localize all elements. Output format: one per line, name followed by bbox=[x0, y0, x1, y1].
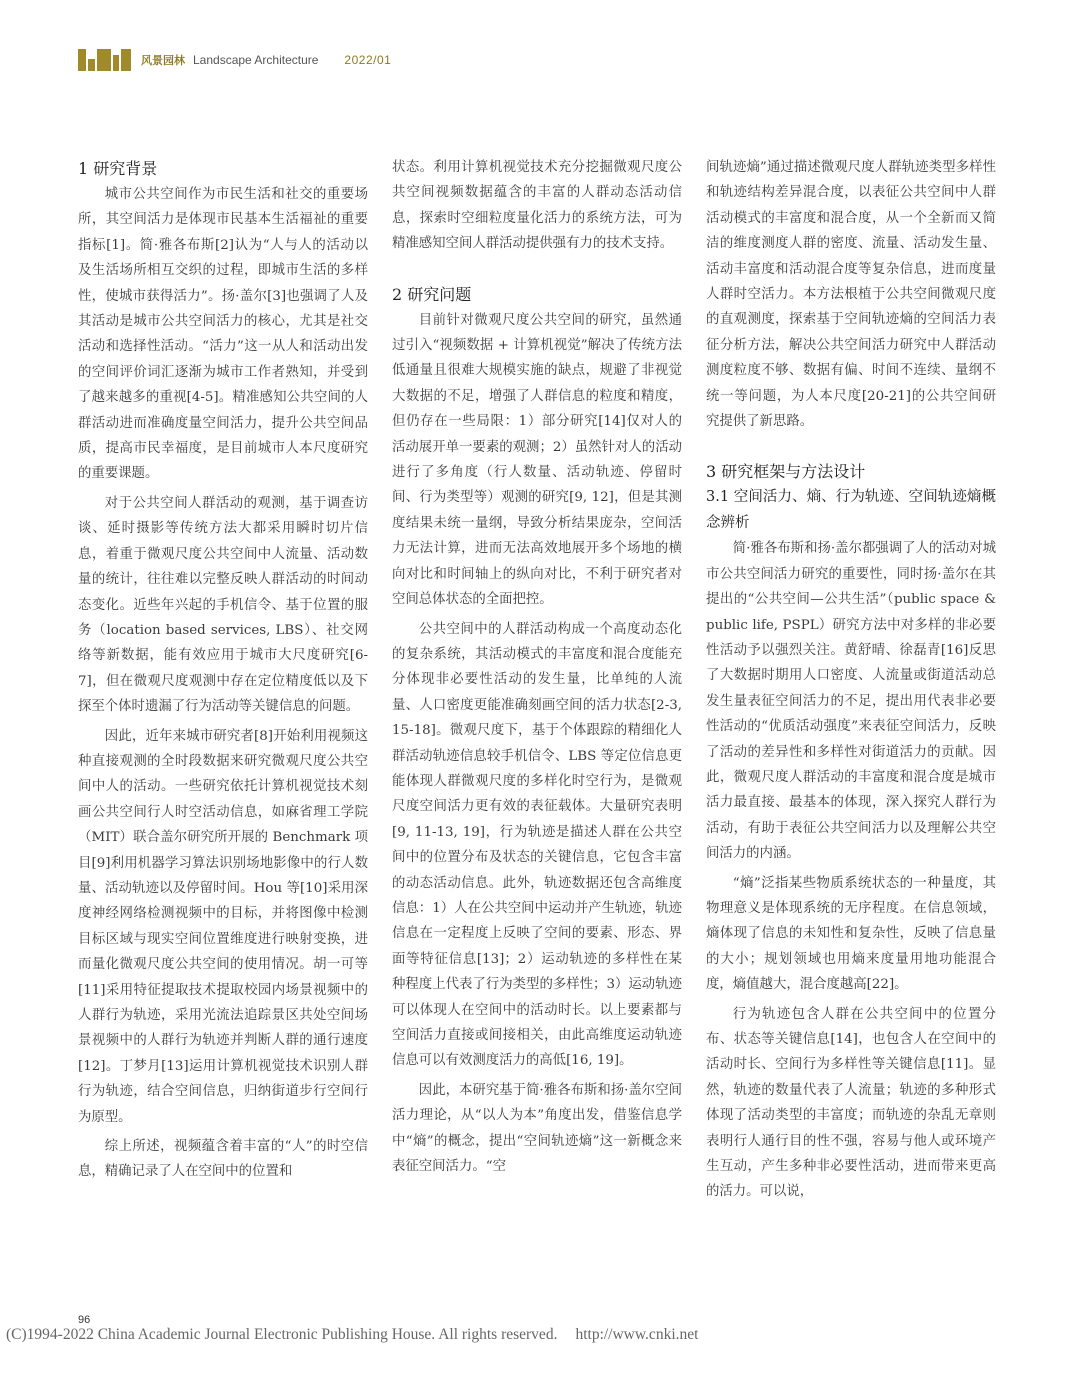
paragraph: 目前针对微观尺度公共空间的研究，虽然通过引入“视频数据 + 计算机视觉”解决了传统方法低通量且很难大规模实施的缺点，规避了非视觉大数据的不足，增强了人群信息的粒度和精度，但仍存在一些局限：1）部分研究[14]仅对人的活动展开单一要素的观测；2）虽然针对人的活动进行了多角度（行人数量、活动轨迹、停留时间、行为类型等）观测的研究[9, 12]，但是其测度结果未统一量纲，导致分析结果庞杂，空间活力无法计算，进而无法高效地展开多个场地的横向对比和时间轴上的纵向对比，不利于研究者对空间总体状态的全面把控。 bbox=[392, 312, 682, 608]
paragraph: 对于公共空间人群活动的观测，基于调查访谈、延时摄影等传统方法大都采用瞬时切片信息，着重于微观尺度公共空间中人流量、活动数量的统计，往往难以完整反映人群活动的时间动态变化。近些年兴起的手机信令、基于位置的服务（location based services, LBS）、社交网络等新数据，能有效应用于城市大尺度研究[6-7]，但在微观尺度观测中存在定位精度低以及下探至个体时遗漏了行为活动等关键信息的问题。 bbox=[78, 495, 368, 715]
paragraph: “熵”泛指某些物质系统状态的一种量度，其物理意义是体现系统的无序程度。在信息领域，熵体现了信息的未知性和复杂性，反映了信息量的大小；规划领域也用熵来度量用地功能混合度，熵值越大，混合度越高[22]。 bbox=[706, 875, 996, 993]
section-heading-1: 1 研究背景 bbox=[78, 159, 158, 178]
paragraph: 简·雅各布斯和扬·盖尔都强调了人的活动对城市公共空间活力研究的重要性，同时扬·盖尔在其提出的“公共空间—公共生活”（public space & public life, PSPL）研究方法中对多样的非必要性活动予以强烈关注。黄舒晴、徐磊青[16]反思了大数据时期用人口密度、人流量或街道活动总发生量表征空间活力的不足，提出用代表非必要性活动的“优质活动强度”来表征空间活力，反映了活动的差异性和多样性对街道活力的贡献。因此，微观尺度人群活动的丰富度和混合度是城市活力最直接、最基本的体现，深入探究人群行为活动，有助于表征公共空间活力以及理解公共空间活力的内涵。 bbox=[706, 541, 996, 862]
cnki-url: http://www.cnki.net bbox=[575, 1326, 699, 1343]
journal-name-en: Landscape Architecture bbox=[193, 53, 319, 67]
paragraph: 城市公共空间作为市民生活和社交的重要场所，其空间活力是体现市民基本生活福祉的重要指标[1]。简·雅各布斯[2]认为“人与人的活动以及生活场所相互交织的过程，即城市生活的多样性，使城市获得活力”。扬·盖尔[3]也强调了人及其活动是城市公共空间活力的核心，尤其是社交活动和选择性活动。“活力”这一从人和活动出发的空间评价词汇逐渐为城市工作者熟知，并受到了越来越多的重视[4-5]。精准感知公共空间的人群活动进而准确度量空间活力，提升公共空间品质，提高市民幸福度，是目前城市人本尺度研究的重要课题。 bbox=[78, 187, 368, 482]
subsection-heading-3-1: 3.1 空间活力、熵、行为轨迹、空间轨迹熵概念辨析 bbox=[706, 489, 996, 531]
article-body bbox=[78, 155, 996, 1275]
column-3 bbox=[706, 155, 996, 1275]
journal-name-cn: 风景园林 bbox=[141, 54, 185, 67]
paragraph: 综上所述，视频蕴含着丰富的“人”的时空信息，精确记录了人在空间中的位置和 bbox=[78, 1139, 368, 1180]
journal-logo-icon bbox=[78, 49, 133, 71]
paragraph: 公共空间中的人群活动构成一个高度动态化的复杂系统，其活动模式的丰富度和混合度能充分体现非必要性活动的发生量，比单纯的人流量、人口密度更能准确刻画空间的活力状态[2-3, 15-18]。微观尺度下，基于个体跟踪的精细化人群活动轨迹信息较手机信令、LBS 等定位信息更能体现人群微观尺度的多样化时空行为，是微观尺度空间活力更有效的表征载体。大量研究表明[9, 11-13, 19]，行为轨迹是描述人群在公共空间中的位置分布及状态的关键信息，它包含丰富的动态活动信息。此外，轨迹数据还包含高维度信息：1）人在公共空间中运动并产生轨迹，轨迹信息在一定程度上反映了空间的要素、形态、界面等特征信息[13]；2）运动轨迹的多样性在某种程度上代表了行为类型的多样性；3）运动轨迹可以体现人在空间中的活动时长。以上要素都与空间活力直接或间接相关，由此高维度运动轨迹信息可以有效测度活力的高低[16, 19]。 bbox=[392, 621, 682, 1069]
paragraph: 因此，近年来城市研究者[8]开始利用视频这种直接观测的全时段数据来研究微观尺度公共空间中人的活动。一些研究依托计算机视觉技术刻画公共空间行人时空活动信息，如麻省理工学院（MIT）联合盖尔研究所开展的 Benchmark 项目[9]利用机器学习算法识别场地影像中的行人数量、活动轨迹以及停留时间。Hou 等[10]采用深度神经网络检测视频中的目标，并将图像中检测目标区域与现实空间位置维度进行映射变换，进而量化微观尺度公共空间的使用情况。胡一可等[11]采用特征提取技术提取校园内场景视频中的人群行为轨迹，采用光流法追踪景区共处空间场景视频中的人群行为轨迹并判断人群的通行速度[12]。丁梦月[13]运用计算机视觉技术识别人群行为轨迹，结合空间信息，归纳街道步行空间行为原型。 bbox=[78, 728, 368, 1125]
section-heading-2: 2 研究问题 bbox=[392, 284, 472, 304]
issue-number: 2022/01 bbox=[344, 53, 392, 67]
paragraph: 行为轨迹包含人群在公共空间中的位置分布、状态等关键信息[14]，也包含人在空间中的活动时长、空间行为多样性等关键信息[11]。显然，轨迹的数量代表了人流量；轨迹的多种形式体现了活动类型的丰富度；而轨迹的杂乱无章则表明行人通行目的性不强，容易与他人或环境产生互动，产生多种非必要性活动，进而带来更高的活力。可以说， bbox=[706, 1006, 996, 1200]
column-2 bbox=[392, 155, 682, 1275]
page-number: 96 bbox=[78, 1314, 91, 1326]
column-1 bbox=[78, 155, 368, 1275]
paragraph: 因此，本研究基于简·雅各布斯和扬·盖尔空间活力理论，从“以人为本”角度出发，借鉴信息学中“熵”的概念，提出“空间轨迹熵”这一新概念来表征空间活力。“空 bbox=[392, 1082, 682, 1175]
journal-header bbox=[78, 48, 391, 72]
paragraph: 状态。利用计算机视觉技术充分挖掘微观尺度公共空间视频数据蕴含的丰富的人群动态活动信息，探索时空细粒度量化活力的系统方法，可为精准感知空间人群活动提供强有力的技术支持。 bbox=[392, 160, 682, 252]
paragraph: 间轨迹熵”通过描述微观尺度人群轨迹类型多样性和轨迹结构差异混合度，以表征公共空间中人群活动模式的丰富度和混合度，从一个全新而又简洁的维度测度人群的密度、流量、活动发生量、活动丰富度和活动混合度等复杂信息，进而度量人群时空活力。本方法根植于公共空间微观尺度的直观测度，探索基于空间轨迹熵的空间活力表征分析方法，解决公共空间活力研究中人群活动测度粒度不够、数据有偏、时间不连续、量纲不统一等问题，为人本尺度[20-21]的公共空间研究提供了新思路。 bbox=[706, 160, 996, 430]
section-heading-3: 3 研究框架与方法设计 bbox=[706, 462, 866, 482]
copyright-line bbox=[6, 1326, 698, 1344]
copyright-text: (C)1994-2022 China Academic Journal Electronic Publishing House. All rights reserved. bbox=[6, 1326, 558, 1343]
